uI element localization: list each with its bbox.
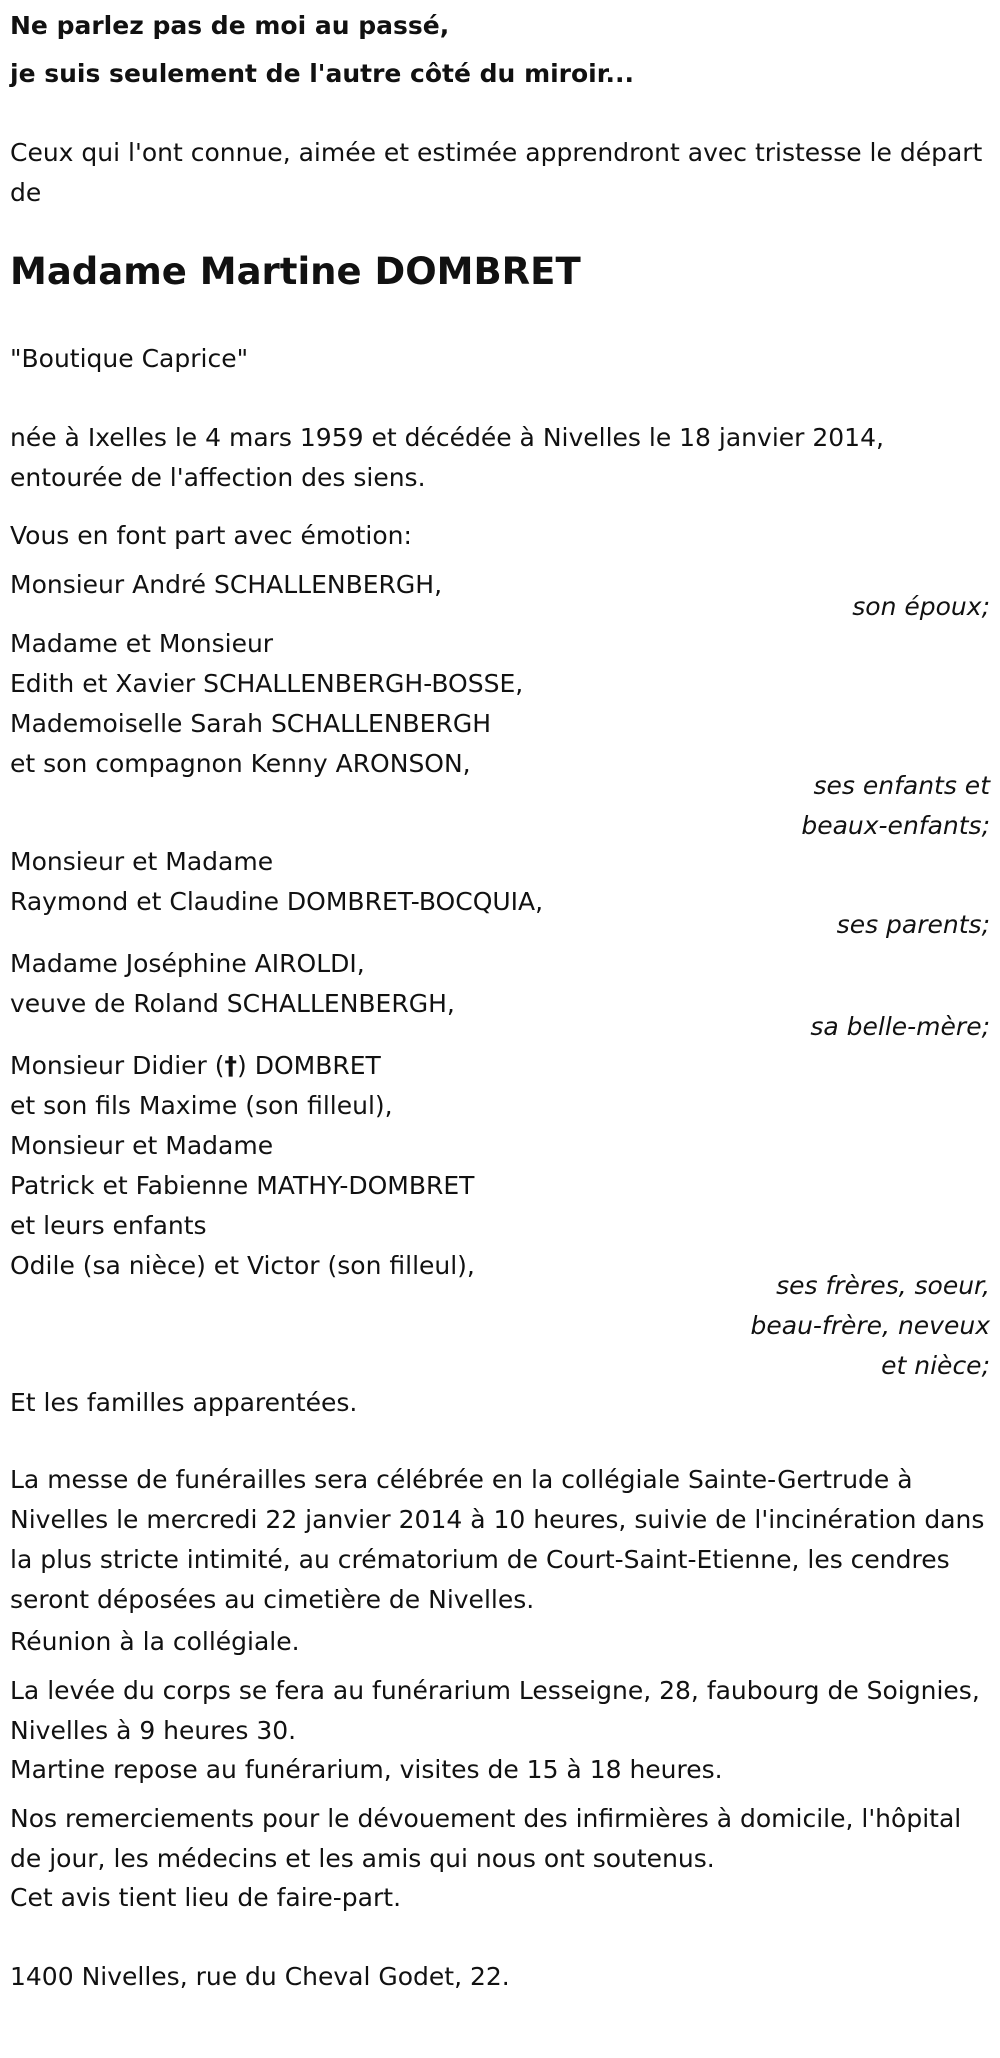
siblings-line-6: Odile (sa nièce) et Victor (son filleul), [10, 1251, 475, 1280]
siblings-line-3: Monsieur et Madame [10, 1131, 274, 1160]
siblings-line-5: et leurs enfants [10, 1211, 207, 1240]
siblings-line-2: et son fils Maxime (son filleul), [10, 1091, 393, 1120]
mother-in-law-line-2: veuve de Roland SCHALLENBERGH, [10, 989, 455, 1018]
children-line-2: Edith et Xavier SCHALLENBERGH-BOSSE, [10, 669, 524, 698]
birth-death-text: née à Ixelles le 4 mars 1959 et décédée à Nivelles le 18 janvier 2014, entourée de l'affection des siens. [10, 423, 884, 492]
reunion-text: Réunion à la collégiale. [10, 1627, 300, 1656]
levee-text: La levée du corps se fera au funérarium Lesseigne, 28, faubourg de Soignies, Nivelles à 9 heures 30. [10, 1676, 980, 1745]
mass-text: La messe de funérailles sera célébrée en la collégiale Sainte-Gertrude à Nivelles le mercredi 22 janvier 2014 à 10 heures, suivie de l'incinération dans la plus stricte intimité, au crématorium de Court-Saint-Etienne, les cendres seront déposées au cimetière de Nivelles. [10, 1465, 985, 1614]
families-text: Et les familles apparentées. [10, 1388, 358, 1417]
children-block [10, 624, 995, 784]
children-line-4: et son compagnon Kenny ARONSON, [10, 749, 471, 778]
mother-in-law-line-1: Madame Joséphine AIROLDI, [10, 949, 365, 978]
siblings-block [10, 1046, 995, 1286]
parents-role: ses parents; [836, 910, 990, 939]
siblings-line-1-end: ) DOMBRET [237, 1051, 381, 1080]
epigraph [10, 2, 995, 98]
mother-in-law-role: sa belle-mère; [810, 1012, 990, 1041]
siblings-role-line-3: et nièce; [881, 1351, 990, 1380]
siblings-line-4: Patrick et Fabienne MATHY-DOMBRET [10, 1171, 475, 1200]
children-role-line-1: ses enfants et [813, 771, 990, 800]
children-line-1: Madame et Monsieur [10, 629, 274, 658]
children-role [570, 766, 990, 846]
announce-text: Vous en font part avec émotion: [10, 521, 412, 550]
epigraph-line-1: Ne parlez pas de moi au passé, [10, 11, 450, 40]
siblings-line-1 [10, 1046, 995, 1086]
intro-text: Ceux qui l'ont connue, aimée et estimée apprendront avec tristesse le départ de [10, 138, 983, 207]
cross-icon: † [224, 1051, 238, 1080]
siblings-role-line-1: ses frères, soeur, [776, 1271, 990, 1300]
spouse-name: Monsieur André SCHALLENBERGH, [10, 570, 443, 599]
visits-text: Martine repose au funérarium, visites de 15 à 18 heures. [10, 1755, 723, 1784]
children-role-line-2: beaux-enfants; [801, 811, 990, 840]
parents-line-1: Monsieur et Madame [10, 847, 274, 876]
parents-line-2: Raymond et Claudine DOMBRET-BOCQUIA, [10, 887, 544, 916]
deceased-name: Madame Martine DOMBRET [10, 250, 581, 293]
epigraph-line-2: je suis seulement de l'autre côté du miroir... [10, 59, 635, 88]
address-text: 1400 Nivelles, rue du Cheval Godet, 22. [10, 1962, 510, 1991]
thanks-text: Nos remerciements pour le dévouement des infirmières à domicile, l'hôpital de jour, les médecins et les amis qui nous ont soutenus. [10, 1804, 962, 1873]
siblings-role [570, 1266, 990, 1386]
siblings-line-1-start: Monsieur Didier ( [10, 1051, 225, 1080]
notice-text: Cet avis tient lieu de faire-part. [10, 1883, 402, 1912]
spouse-role: son époux; [852, 592, 990, 621]
siblings-role-line-2: beau-frère, neveux [750, 1311, 990, 1340]
business-name: "Boutique Caprice" [10, 344, 249, 373]
children-line-3: Mademoiselle Sarah SCHALLENBERGH [10, 709, 492, 738]
